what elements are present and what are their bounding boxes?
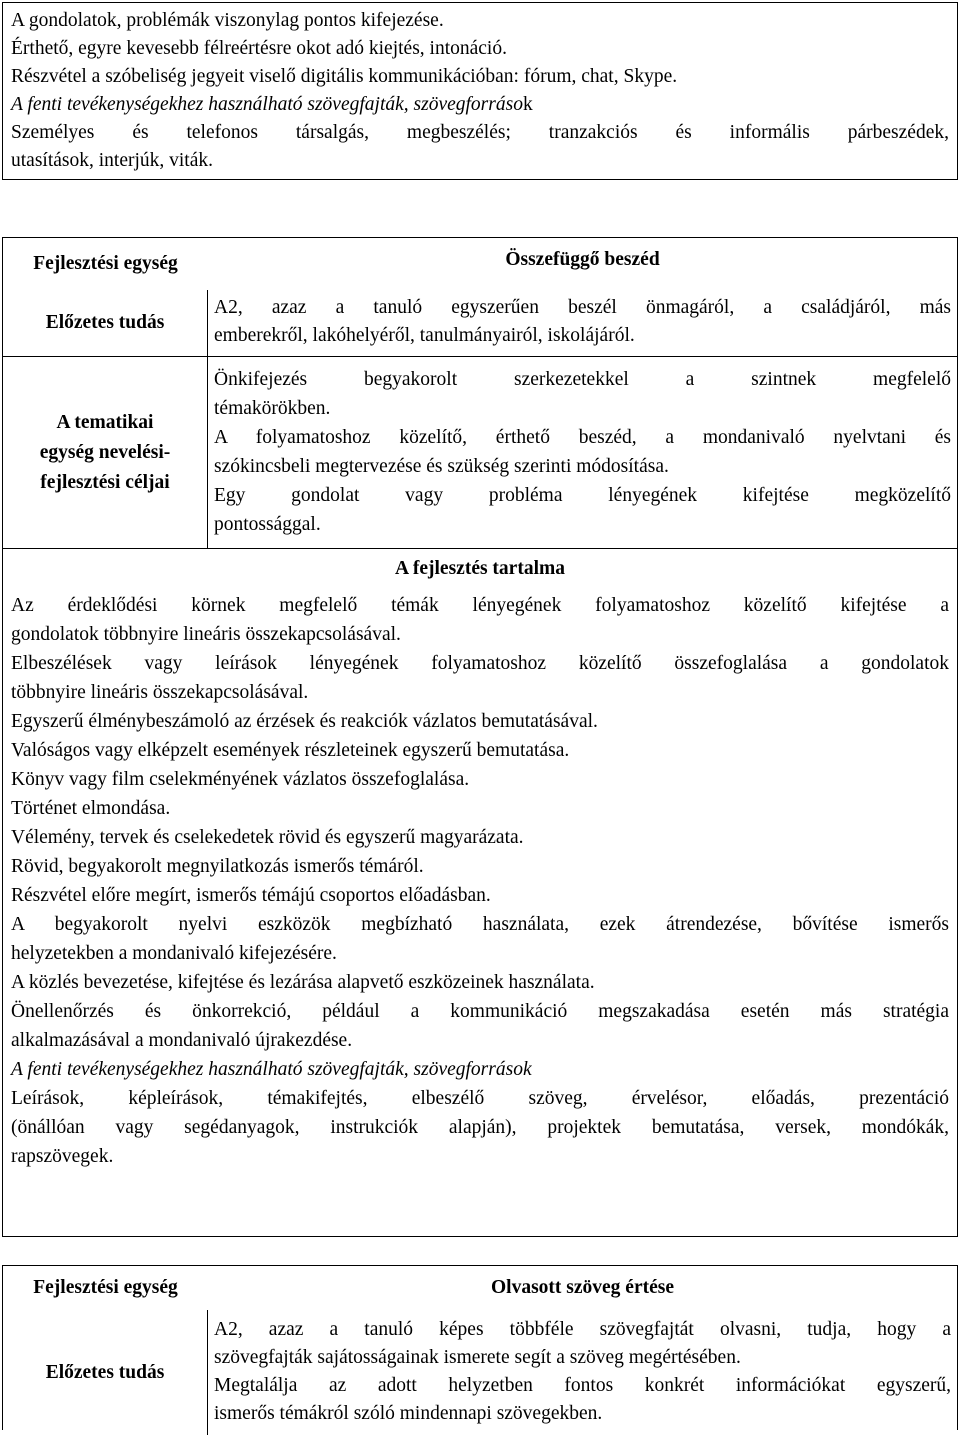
content-line: Könyv vagy film cselekményének vázlatos összefoglalása. [11,769,470,790]
content-line: Egyszerű élménybeszámoló az érzések és reakciók vázlatos bemutatásával. [11,711,598,732]
section1-table [2,237,958,1237]
content-line: többnyire lineáris összekapcsolásával. [11,682,309,703]
content-line: helyzetekben a mondanivaló kifejezésére. [11,943,337,964]
content-line: Valóságos vagy elképzelt események részleteinek egyszerű bemutatása. [11,740,570,761]
content-line: Elbeszélések vagy leírások lényegének folyamatoshoz közelítő összefoglalása a gondolatok [11,653,949,674]
goals-line: pontossággal. [214,514,321,535]
section1-prior-row [3,290,957,356]
section1-unit-label-cell [3,238,208,290]
s2prior-line: Megtalálja az adott helyzetben fontos konkrét információkat egyszerű, [214,1375,951,1396]
section1-goals-label-1: A tematikai [56,411,154,433]
top-text-box [2,2,958,180]
goals-line: Egy gondolat vagy probléma lényegének kifejtése megközelítő [214,485,951,506]
content-line: Történet elmondása. [11,798,171,819]
content-line: Az érdeklődési körnek megfelelő témák lényegének folyamatoshoz közelítő kifejtése a [11,595,949,616]
italic-heading-text: A fenti tevékenységekhez használható szövegfajták, szövegforráso [11,94,523,115]
section1-prior-line-1: A2, azaz a tanuló egyszerűen beszél önmagáról, a családjáról, más [214,297,951,318]
content-line: (önállóan vagy segédanyagok, instrukciók alapján), projektek bemutatása, versek, mondókák, [11,1117,949,1138]
section1-header-row [3,238,957,290]
content-line: Részvétel előre megírt, ismerős témájú csoportos előadásban. [11,885,491,906]
content-line: gondolatok többnyire lineáris összekapcsolásával. [11,624,401,645]
section1-goals-row [3,357,957,548]
content-line: A fenti tevékenységekhez használható szövegfajták, szövegforrások [11,1059,532,1080]
content-line: alkalmazásával a mondanivaló újrakezdése. [11,1030,353,1051]
section1-goals-label-cell [3,357,208,548]
top-italic-heading [11,91,949,119]
goals-line: témakörökben. [214,398,331,419]
section1-prior-label: Előzetes tudás [45,312,165,333]
section2-unit-label: Fejlesztési egység [33,1277,178,1298]
content-line: A begyakorolt nyelvi eszközök megbízható használata, ezek átrendezése, bővítése ismerős [11,914,949,935]
section2-unit-title: Olvasott szöveg értése [490,1277,674,1298]
goals-line: A folyamatoshoz közelítő, érthető beszéd, a mondanivaló nyelvtani és [214,427,951,448]
content-line: A közlés bevezetése, kifejtése és lezárása alapvető eszközeinek használata. [11,972,595,993]
s2prior-line: A2, azaz a tanuló képes többféle szövegfajtát olvasni, tudja, hogy a [214,1319,951,1340]
section1-prior-label-cell [3,290,208,356]
section2-prior-row [3,1310,957,1435]
section1-content-row [3,549,957,1229]
section2-unit-label-cell [3,1266,208,1310]
top-line-2: Érthető, egyre kevesebb félreértésre okot adó kiejtés, intonáció. [11,38,507,59]
section1-goals-label-2: egység nevelési- [39,441,171,463]
section1-content-heading: A fejlesztés tartalma [394,558,565,579]
section1-prior-text [208,290,957,356]
section2-header-row [3,1266,957,1310]
italic-heading-tail: k [522,94,533,115]
goals-line: szókincsbeli megtervezése és szükség szerinti módosítása. [214,456,669,477]
section1-unit-title: Összefüggő beszéd [505,249,660,270]
content-line: Vélemény, tervek és cselekedetek rövid és egyszerű magyarázata. [11,827,524,848]
top-line-1: A gondolatok, problémák viszonylag pontos kifejezése. [11,10,444,31]
content-line: Leírások, képleírások, témakifejtés, elbeszélő szöveg, érvelésor, előadás, prezentáció [11,1088,949,1109]
top-text-types-2: utasítások, interjúk, viták. [11,150,214,171]
section2-prior-label-cell [3,1310,208,1435]
content-line: Rövid, begyakorolt megnyilatkozás ismerős témáról. [11,856,424,877]
content-line: Önellenőrzés és önkorrekció, például a kommunikáció megszakadása esetén más stratégia [11,1001,949,1022]
section1-unit-label: Fejlesztési egység [33,253,178,274]
top-line-3: Részvétel a szóbeliség jegyeit viselő digitális kommunikációban: fórum, chat, Skype. [11,66,678,87]
goals-line: Önkifejezés begyakorolt szerkezetekkel a szintnek megfelelő [214,369,951,390]
section2-prior-label: Előzetes tudás [45,1361,165,1383]
section1-goals-text [208,357,957,548]
content-line: rapszövegek. [11,1146,114,1167]
section1-prior-line-2: emberekről, lakóhelyéről, tanulmányairól, iskolájáról. [214,325,635,346]
section2-table [2,1265,958,1430]
s2prior-line: szövegfajták sajátosságainak ismerete segít a szöveg megértésében. [214,1347,741,1368]
section1-content-text [3,589,957,1171]
section1-goals-label-3: fejlesztési céljai [40,471,170,493]
s2prior-line: ismerős témákról szóló mindennapi szövegekben. [214,1403,603,1424]
section2-prior-text [208,1310,957,1435]
top-text-types-1: Személyes és telefonos társalgás, megbeszélés; tranzakciós és informális párbeszédek, [11,122,949,143]
